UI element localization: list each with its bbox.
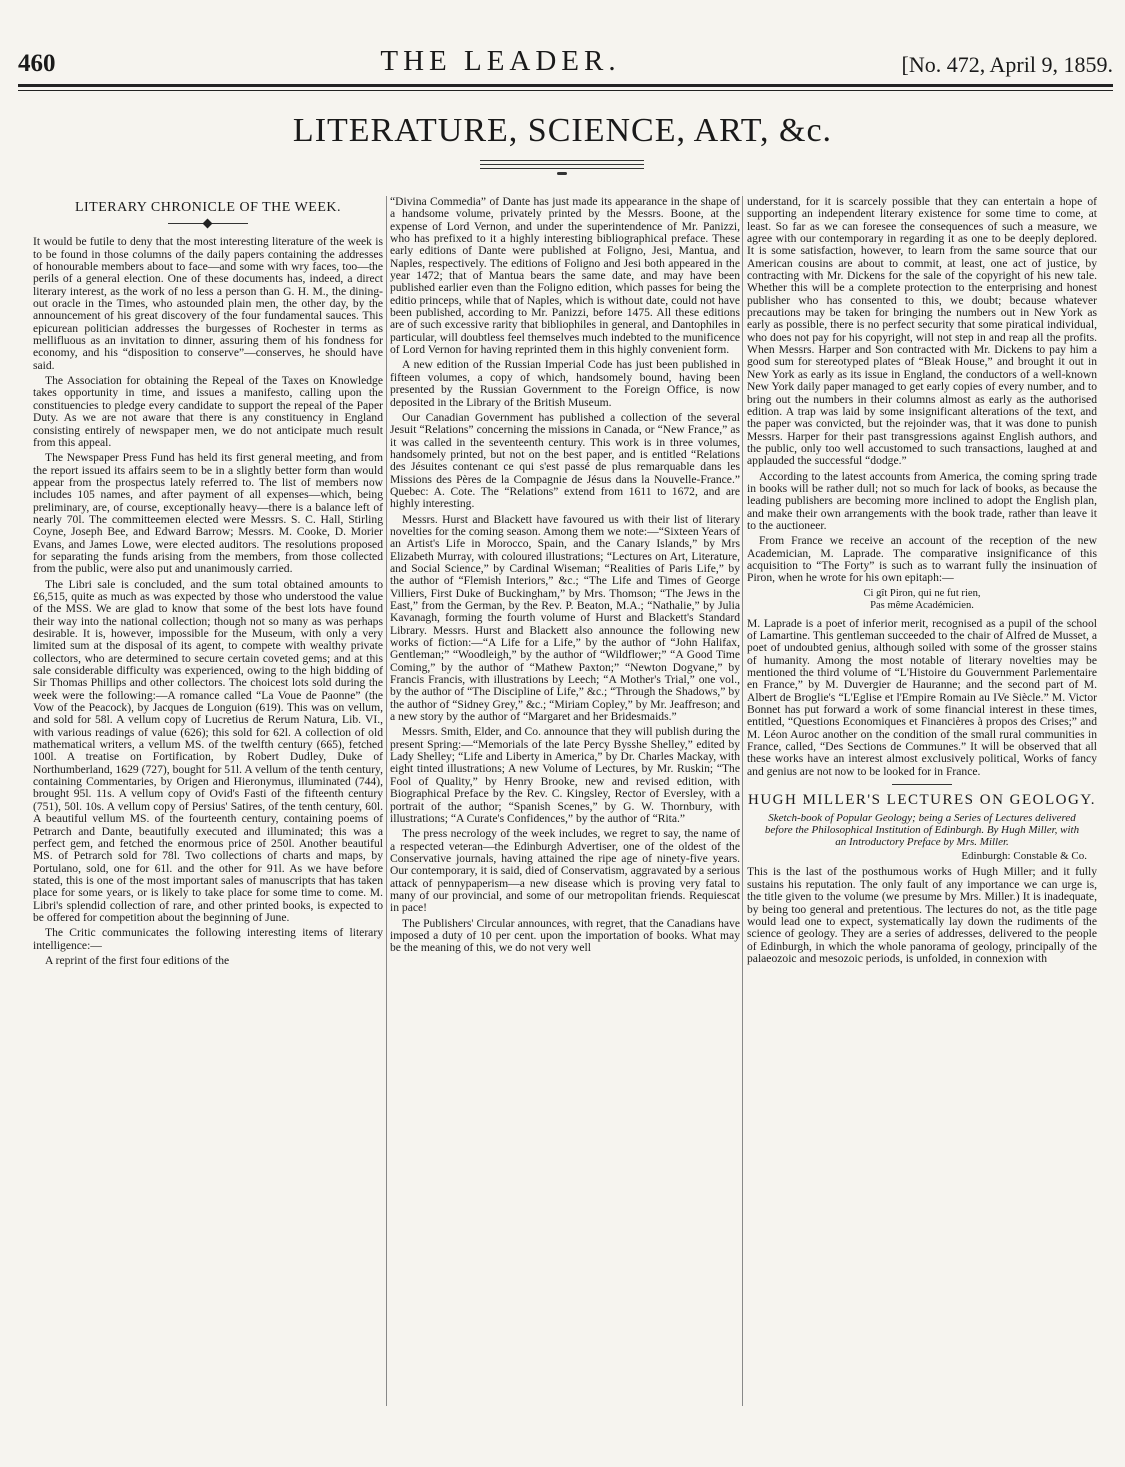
paragraph: The Association for obtaining the Repeal of the Taxes on Knowledge takes opportunity in time, and issues a manifesto, calling upon the constituencies to pledge every candidate to support the repeal of the Paper Duty. As we are not aware that there is any constituency in England consisting entirely of newspaper men, we do not anticipate much result from this appeal. (33, 374, 383, 449)
heading-ornament (168, 220, 248, 228)
title-rule (480, 160, 644, 161)
paragraph: A new edition of the Russian Imperial Code has just been published in fifteen volumes, a copy of which, handsomely bound, having been presented by the Russian Government to the Foreign Office, is now deposited in the Library of the British Museum. (390, 358, 740, 409)
title-ornament (557, 172, 567, 175)
paragraph: According to the latest accounts from America, the coming spring trade in books will be rather dull; not so much for lack of books, as because the leading publishers are becoming more inclined to adopt the English plan, and make their own arrangements with the book trade, rather than leave it to the auctioneer. (747, 469, 1097, 532)
paragraph: The Libri sale is concluded, and the sum total obtained amounts to £6,515, quite as much as was expected by those who understood the value of the MSS. We are glad to know that some of the best lots have found their way into the national collection; though not so many as was perhaps desirable. It is, however, impossible for the Museum, with only a very limited sum at the disposal of its agent, to compete with wealthy private collectors, who are determined to secure certain coveted gems; and at this sale considerable difficulty was experienced, owing to the high bidding of Sir Thomas Phillips and other collectors. The choicest lots sold during the week were the following:—A romance called “La Voue de Paonne” (the Vow of the Peacock), by Jacques de Longuion (619). This was on vellum, and sold for 58l. A vellum copy of Lucretius de Rerum Natura, Lib. VI., with various readings of value (626); this sold for 62l. A collection of old mathematical writers, a vellum MS. of the twelfth century (665), fetched 100l. A treatise on Fortification, by Robert Dudley, Duke of Northumberland, 1629 (727), bought for 51l. A vellum of the tenth century, containing Commentaries, by Origen and Hieronymus, illuminated (744), brought 95l. 11s. A vellum copy of Ovid's Fasti of the fifteenth century (751), 50l. 10s. A vellum copy of Persius' Satires, of the tenth century, 60l. A beautiful vellum MS. of the fourteenth century, containing poems of Petrarch and Dante, beautifully executed and illuminated; this was a perfect gem, and fetched the enormous price of 250l. Another beautiful MS. of Petrarch sold for 78l. Two collections of charts and maps, by Portulano, sold, one for 61l. and the other for 91l. As we have before stated, this is one of the most important sales of manuscripts that has taken place for some years, or is likely to take place for some time to come. M. Libri's splendid collection of rare, and other printed books, is expected to be offered for competition about the beginning of June. (33, 577, 383, 924)
paragraph: “Divina Commedia” of Dante has just made its appearance in the shape of a handsome volume, privately printed by the Messrs. Boone, at the expense of Lord Vernon, and under the superintendence of Mr. Panizzi, who has prefixed to it a highly interesting bibliographical preface. These early editions of Dante were published at Foligno, Jesi, Mantua, and Naples, respectively. The editions of Foligno and Jesi both appeared in the year 1472; that of Mantua bears the same date, and may have been published earlier even than the Foligno edition, which passes for being the editio princeps, while that of Naples, which is without date, could not have been published, according to Mr. Panizzi, before 1475. All these editions are of such excessive rarity that bibliophiles in general, and Dantophiles in particular, will doubtless feel themselves much indebted to the munificence of Lord Vernon for having reprinted them in this highly convenient form. (390, 195, 740, 357)
masthead-rule-thin (18, 90, 1113, 91)
column-3 (747, 196, 1097, 968)
title-rule (480, 164, 644, 165)
title-rule (480, 168, 644, 169)
paragraph: M. Laprade is a poet of inferior merit, recognised as a pupil of the school of Lamartine. This gentleman succeeded to the chair of Alfred de Musset, a poet of undoubted genius, although soiled with some of the grosser stains of humanity. Among the most notable of literary novelties may be mentioned the third volume of “L'Histoire du Gouvernment Parlementaire en France,” by M. Duvergier de Hauranne; and the second part of M. Albert de Broglie's “L'Eglise et l'Empire Romain au IVe Siècle.” M. Victor Bonnet has put forward a work of some financial interest in these times, entitled, “Questions Economiques et Financières à propos des Crises;” and M. Léon Auroc another on the condition of the small rural communities in France, called, “Des Sections de Communes.” It will be observed that all these works have an interest almost exclusively political, Works of fancy and genius are not now to be looked for in France. (747, 616, 1097, 778)
paragraph: It would be futile to deny that the most interesting literature of the week is to be found in those columns of the daily papers containing the addresses of honourable members about to face—and some with wry faces, too—the perils of a general election. One of these documents has, indeed, a direct literary interest, as the work of no less a person than G. H. M., the dining-out oracle in the Times, who astounded plain men, the other day, by the announcement of his great discovery of the four fundamental sauces. This epicurean politician addresses the burgesses of Rochester in terms as mellifluous as an invitation to dinner, assuring them of his fondness for economy, and his “disposition to conserve”—conserves, he should have said. (33, 235, 383, 372)
masthead (18, 44, 1113, 78)
issue-date: [No. 472, April 9, 1859. (901, 52, 1113, 77)
section-rule (892, 784, 952, 785)
epitaph-quote (747, 588, 1097, 612)
section-title: LITERATURE, SCIENCE, ART, &c. (292, 112, 833, 149)
column-divider (386, 196, 387, 1406)
paragraph: This is the last of the posthumous works of Hugh Miller; and it fully sustains his reputation. The only fault of any importance we can urge is, the title given to the volume (we presume by Mrs. Miller.) It is inadequate, by being too general and pretentious. The lectures do not, as the title page would lead one to expect, systematically lay down the rudiments of the science of geology. They are a series of addresses, delivered to the people of Edinburgh, in which the whole panorama of geology, principally of the palaeozoic and mesozoic periods, is unfolded, in connexion with (747, 865, 1097, 965)
paragraph: From France we receive an account of the reception of the new Academician, M. Laprade. The comparative insignificance of this acquisition to “The Forty” is such as to warrant fully the insinuation of Piron, when he wrote for his own epitaph:— (747, 534, 1097, 585)
paragraph: Messrs. Hurst and Blackett have favoured us with their list of literary novelties for the coming season. Among them we note:—“Sixteen Years of an Artist's Life in Morocco, Spain, and the Canary Islands,” by Mrs Elizabeth Murray, with coloured illustrations; “Lectures on Art, Literature, and Social Science,” by Cardinal Wiseman; “Realities of Paris Life,” by the author of “Flemish Interiors,” &c.; “The Life and Times of George Villiers, First Duke of Buckingham,” by Mrs. Thomson; “The Jews in the East,” from the German, by the Rev. P. Beaton, M.A.; “Nathalie,” by Julia Kavanagh, forming the fourth volume of Hurst and Blackett's Standard Library. Messrs. Hurst and Blackett also announce the following new works of fiction:—“A Life for a Life,” by the author of “John Halifax, Gentleman;” “Woodleigh,” by the author of “Wildflower;” “A Good Time Coming,” by the author of “Mathew Paxton;” “Newton Dogvane,” by Francis Francis, with illustrations by Leech; “A Mother's Trial,” one vol., by the author of “The Discipline of Life,” &c.; “Through the Shadows,” by the author of “Sidney Grey,” &c.; “Miriam Copley,” by Mr. Jeaffreson; and a new story by the author of “Margaret and her Bridesmaids.” (390, 512, 740, 724)
quote-line: Pas même Académicien. (870, 599, 974, 611)
paragraph: Our Canadian Government has published a collection of the several Jesuit “Relations” concerning the missions in Canada, or “New France,” as it was called in the seventeenth century. This work is in three volumes, handsomely printed, but not on the best paper, and is entitled “Relations des Jésuites contenant ce qui s'est passé de plus remarquable dans les Missions des Pères de la Compagnie de Jésus dans la Nouvelle-France.” Quebec: A. Cote. The “Relations” extend from 1611 to 1672, and are highly interesting. (390, 410, 740, 511)
paragraph: The Critic communicates the following interesting items of literary intelligence:— (33, 926, 383, 952)
review-heading: HUGH MILLER'S LECTURES ON GEOLOGY. (747, 792, 1096, 809)
paragraph: The Publishers' Circular announces, with regret, that the Canadians have imposed a duty of 10 per cent. upon the importation of books. What may be the meaning of this, we do not very well (390, 916, 740, 955)
page-number: 460 (18, 50, 56, 77)
book-title: Sketch-book of Popular Geology; being a Series of Lectures delivered before the Philosophical Institution of Edinburgh. By Hugh Miller, with an Introductory Preface by Mrs. Miller. (764, 812, 1080, 849)
paper-name: THE LEADER. (380, 45, 621, 77)
article-heading: LITERARY CHRONICLE OF THE WEEK. (74, 200, 342, 215)
quote-line: Ci gît Piron, qui ne fut rien, (863, 587, 981, 599)
paragraph: A reprint of the first four editions of the (45, 953, 230, 967)
column-1 (33, 196, 383, 970)
paragraph: The press necrology of the week includes, we regret to say, the name of a respected veteran—the Edinburgh Advertiser, one of the oldest of the Conservative journals, having attained the ripe age of ninety-five years. Our contemporary, it is said, died of Conservatism, aggravated by a serious attack of pennypaperism—a new disease which is proving very fatal to many of our provincial, and some of our metropolitan friends. Requiescat in pace! (390, 827, 740, 915)
diamond-icon (203, 219, 213, 229)
paragraph: understand, for it is scarcely possible that they can entertain a hope of supporting an independent literary existence for some time to come, at least. So far as we can foresee the consequences of such a measure, we agree with our contemporary in regarding it as one to be deeply deplored. It is some satisfaction, however, to learn from the same source that our American cousins are about to commit, at least, one act of justice, by contracting with Mr. Dickens for the sale of the copyright of his new tale. Whether this will be a complete protection to the enterprising and honest publisher who has consented to this, we doubt; because whatever precautions may be taken for bringing the numbers out in New York as early as possible, there is no perfect security that some piratical individual, who does not pay for his copyright, will not step in and reap all the profits. When Messrs. Harper and Son contracted with Mr. Dickens to pay him a good sum for stereotyped plates of “Bleak House,” and brought it out in New York as early as its issue in England, the conductors of a well-known New York daily paper managed to get early copies of every number, and to bring out the numbers in their columns almost as early as the authorised edition. A trap was laid by some insignificant alterations of the text, and the paper was convicted, but the rejoinder was, that it was done to punish Messrs. Harper for their past transgressions against English authors, and the public, only too well accustomed to such transactions, laughed at and applauded the successful “dodge.” (747, 195, 1097, 468)
column-2 (390, 196, 740, 958)
paragraph: The Newspaper Press Fund has held its first general meeting, and from the report issued its affairs seem to be in a slightly better form than would appear from the prospectus lately referred to. The list of members now includes 105 names, and after payment of all expenses—which, being preliminary, are, of course, exceptionally heavy—there is a balance left of nearly 70l. The committeemen elected were Messrs. S. C. Hall, Stirling Coyne, Joseph Bee, and Edward Barrow; Messrs. M. Cooke, D. Morier Evans, and James Lowe, were elected auditors. The resolutions proposed for separating the funds arising from the members, from those collected from the public, were also put and unanimously carried. (33, 451, 383, 576)
column-divider (742, 196, 743, 1406)
publisher-line: Edinburgh: Constable & Co. (961, 850, 1087, 863)
paragraph: Messrs. Smith, Elder, and Co. announce that they will publish during the present Spring:—“Memorials of the late Percy Bysshe Shelley,” edited by Lady Shelley; “Life and Liberty in America,” by Dr. Charles Mackay, with eight tinted illustrations; A new Volume of Lectures, by Mr. Ruskin; “The Fool of Quality,” by Henry Brooke, new and revised edition, with Biographical Preface by the Rev. C. Kingsley, Rector of Eversley, with a portrait of the author; “Spanish Scenes,” by G. W. Thornbury, with illustrations; “A Curate's Confidences,” by the author of “Rita.” (390, 725, 740, 825)
masthead-rule-thick (18, 84, 1113, 87)
